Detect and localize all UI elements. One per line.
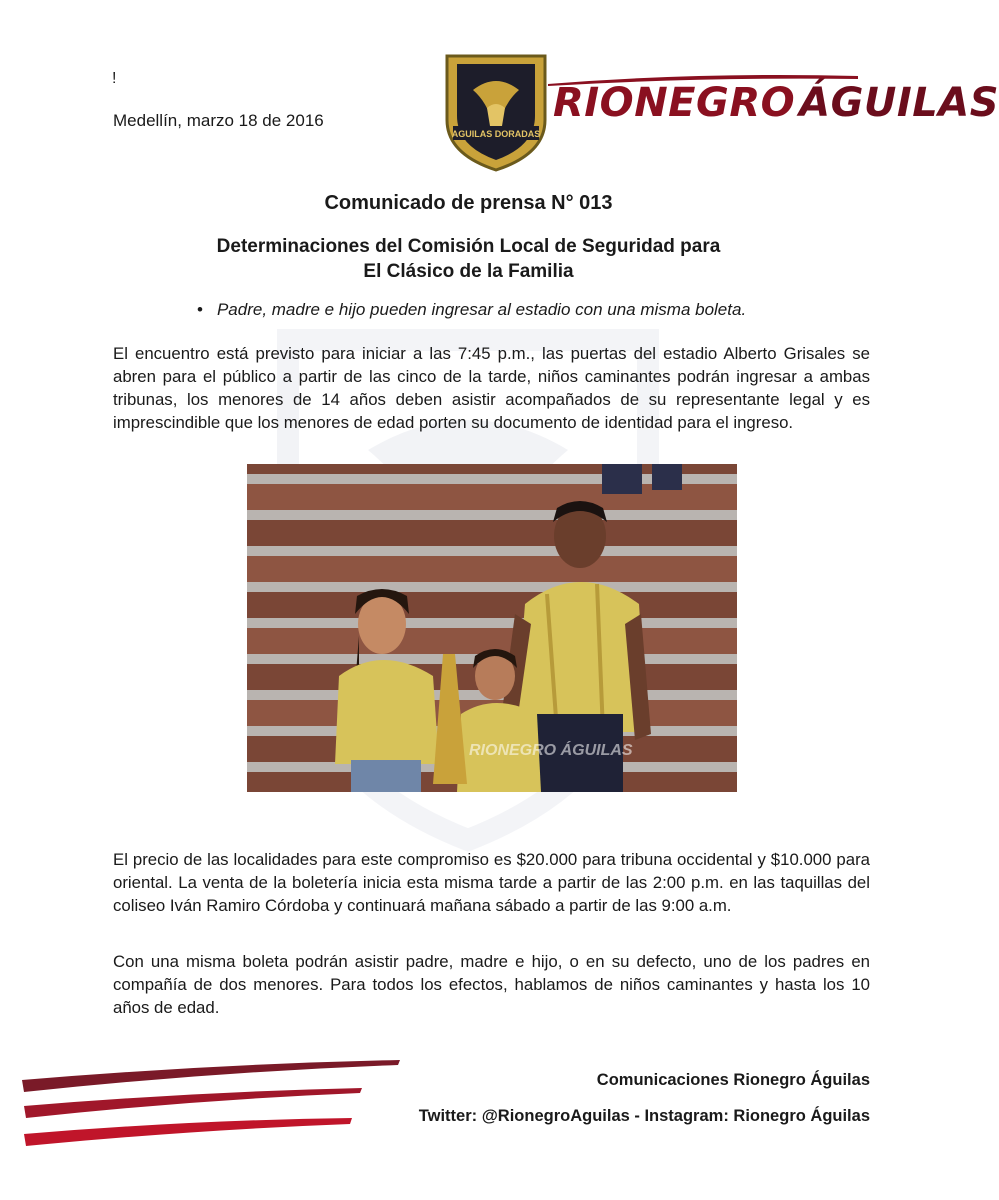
bullet-icon: • [197,300,203,319]
paragraph-schedule: El encuentro está previsto para iniciar a las 7:45 p.m., las puertas del estadio Alberto Grisales se abren para el público a partir de las cinco de la tarde, niños caminantes podrán ingresar a ambas tribunas, los menores de 14 años deben asistir acompañados de su representante legal y es imprescindible que los menores de edad porten su documento de identidad para el ingreso. [113,344,870,432]
release-title: Comunicado de prensa N° 013 [324,192,613,214]
photo-watermark: RIONEGRO ÁGUILAS [469,742,633,759]
paragraph-ticket-policy: Con una misma boleta podrán asistir padre, madre e hijo, o en su defecto, uno de los padres en compañía de dos menores. Para todos los efectos, hablamos de niños caminantes y hasta los 10 años de edad. [113,952,870,1017]
highlight-text: Padre, madre e hijo pueden ingresar al estadio con una misma boleta. [216,300,747,319]
header-mark: ! [112,70,117,87]
dateline: Medellín, marzo 18 de 2016 [113,111,324,130]
shield-icon [443,50,549,172]
footer-signature: Comunicaciones Rionegro Águilas [596,1071,870,1089]
svg-text:AGUILAS DORADAS: AGUILAS DORADAS [451,129,541,139]
subtitle-line-2: El Clásico de la Familia [363,261,574,282]
brand-primary: RIONEGRO [553,80,796,126]
footer-stripes [22,1058,402,1150]
brand-wordmark [553,80,999,126]
paragraph-prices: El precio de las localidades para este compromiso es $20.000 para tribuna occidental y $10.000 para oriental. La venta de la boletería inicia esta misma tarde a partir de las 2:00 p.m. en las taquillas del coliseo Iván Ramiro Córdoba y continuará mañana sábado a partir de las 9:00 a.m. [113,850,870,915]
highlight-bullet [197,300,746,320]
brand-secondary: ÁGUILAS [799,80,999,126]
footer-social: Twitter: @RionegroAguilas - Instagram: Rionegro Águilas [418,1107,870,1125]
family-photo [247,464,737,792]
club-logo [443,50,999,172]
release-subtitle [0,234,937,284]
subtitle-line-1: Determinaciones del Comisión Local de Seguridad para [216,236,721,257]
